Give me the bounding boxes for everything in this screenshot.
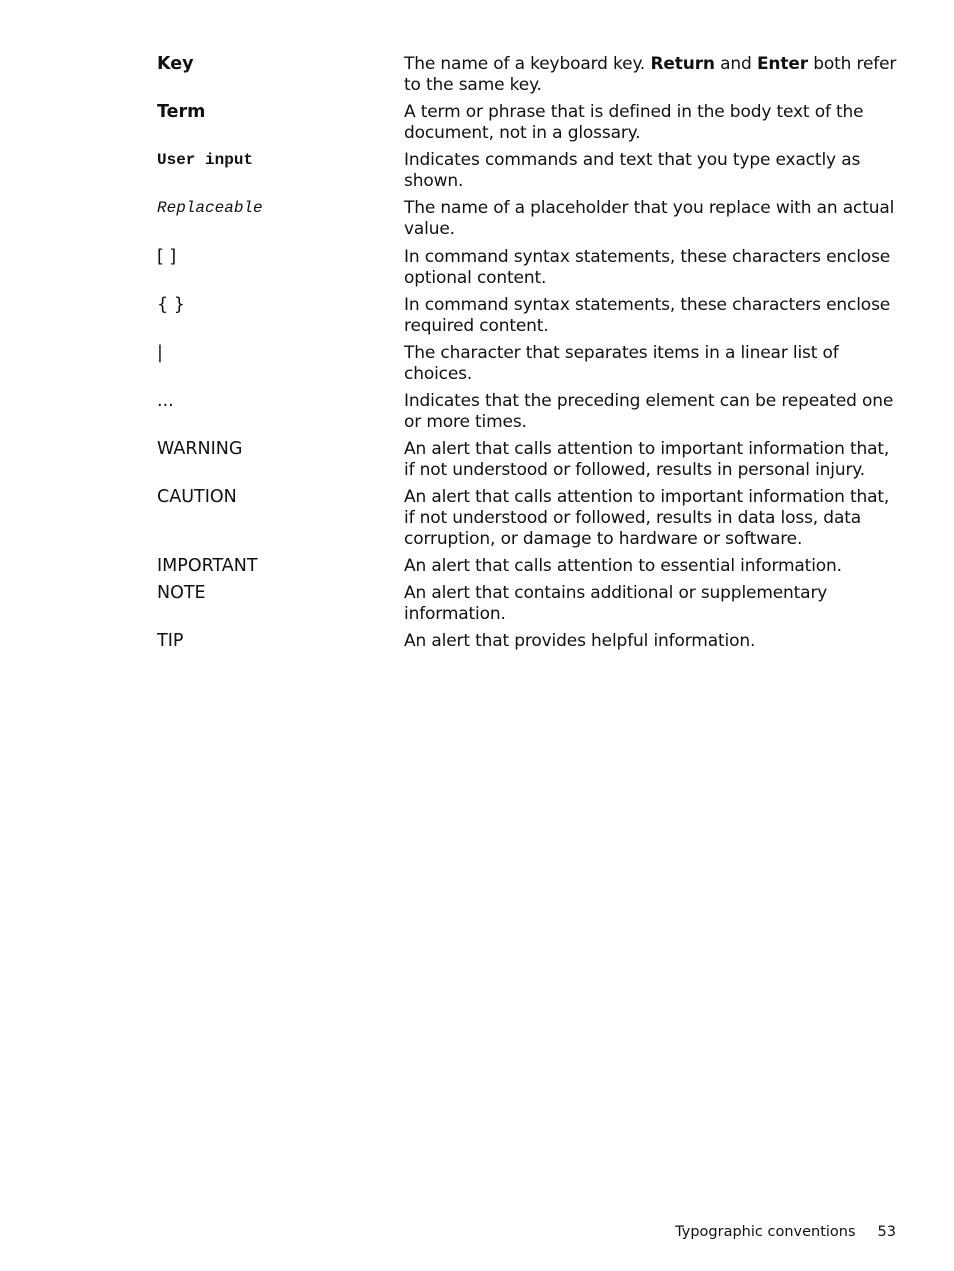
page-footer bbox=[675, 1222, 896, 1242]
convention-term: IMPORTANT bbox=[157, 556, 258, 576]
convention-row-caution bbox=[157, 487, 902, 550]
desc-text: both refer to the same key. bbox=[404, 54, 897, 95]
convention-term: NOTE bbox=[157, 583, 206, 603]
convention-description: An alert that calls attention to important information that, if not understood or followed, results in personal injury. bbox=[404, 439, 890, 480]
convention-description: An alert that calls attention to important information that, if not understood or followed, results in data loss, data corruption, or damage to hardware or software. bbox=[404, 487, 890, 549]
convention-row-key bbox=[157, 54, 902, 96]
convention-row-replaceable bbox=[157, 198, 902, 240]
convention-description: A term or phrase that is defined in the body text of the document, not in a glossary. bbox=[404, 102, 864, 143]
desc-text: The name of a keyboard key. bbox=[404, 54, 651, 74]
convention-description: An alert that calls attention to essential information. bbox=[404, 556, 842, 576]
convention-row-tip bbox=[157, 631, 902, 652]
convention-term: | bbox=[157, 343, 163, 363]
convention-term: ... bbox=[157, 391, 174, 411]
page-number: 53 bbox=[877, 1224, 896, 1240]
footer-section-title: Typographic conventions bbox=[675, 1224, 856, 1240]
convention-description: Indicates that the preceding element can be repeated one or more times. bbox=[404, 391, 894, 432]
key-name-return: Return bbox=[650, 54, 715, 74]
desc-text: and bbox=[714, 54, 757, 74]
conventions-table bbox=[157, 54, 902, 652]
convention-term: TIP bbox=[157, 631, 184, 651]
convention-term: WARNING bbox=[157, 439, 243, 459]
convention-description: Indicates commands and text that you type exactly as shown. bbox=[404, 150, 861, 191]
convention-row-pipe bbox=[157, 343, 902, 385]
convention-term: CAUTION bbox=[157, 487, 237, 507]
convention-description: An alert that provides helpful information. bbox=[404, 631, 756, 651]
convention-description: In command syntax statements, these characters enclose optional content. bbox=[404, 247, 891, 288]
convention-row-braces bbox=[157, 295, 902, 337]
convention-row-brackets bbox=[157, 247, 902, 289]
convention-term: Replaceable bbox=[157, 199, 263, 217]
convention-term: [ ] bbox=[157, 247, 177, 267]
convention-description: The name of a placeholder that you replace with an actual value. bbox=[404, 198, 895, 239]
convention-term: Key bbox=[157, 54, 194, 74]
convention-row-ellipsis bbox=[157, 391, 902, 433]
convention-row-warning bbox=[157, 439, 902, 481]
convention-term: Term bbox=[157, 102, 206, 122]
convention-description: An alert that contains additional or supplementary information. bbox=[404, 583, 828, 624]
convention-term: { } bbox=[157, 295, 185, 315]
convention-description: The character that separates items in a linear list of choices. bbox=[404, 343, 839, 384]
convention-row-user-input bbox=[157, 150, 902, 192]
convention-row-term bbox=[157, 102, 902, 144]
convention-row-note bbox=[157, 583, 902, 625]
convention-row-important bbox=[157, 556, 902, 577]
convention-description: In command syntax statements, these characters enclose required content. bbox=[404, 295, 891, 336]
convention-description bbox=[404, 54, 902, 96]
key-name-enter: Enter bbox=[756, 54, 808, 74]
convention-term: User input bbox=[157, 151, 254, 169]
